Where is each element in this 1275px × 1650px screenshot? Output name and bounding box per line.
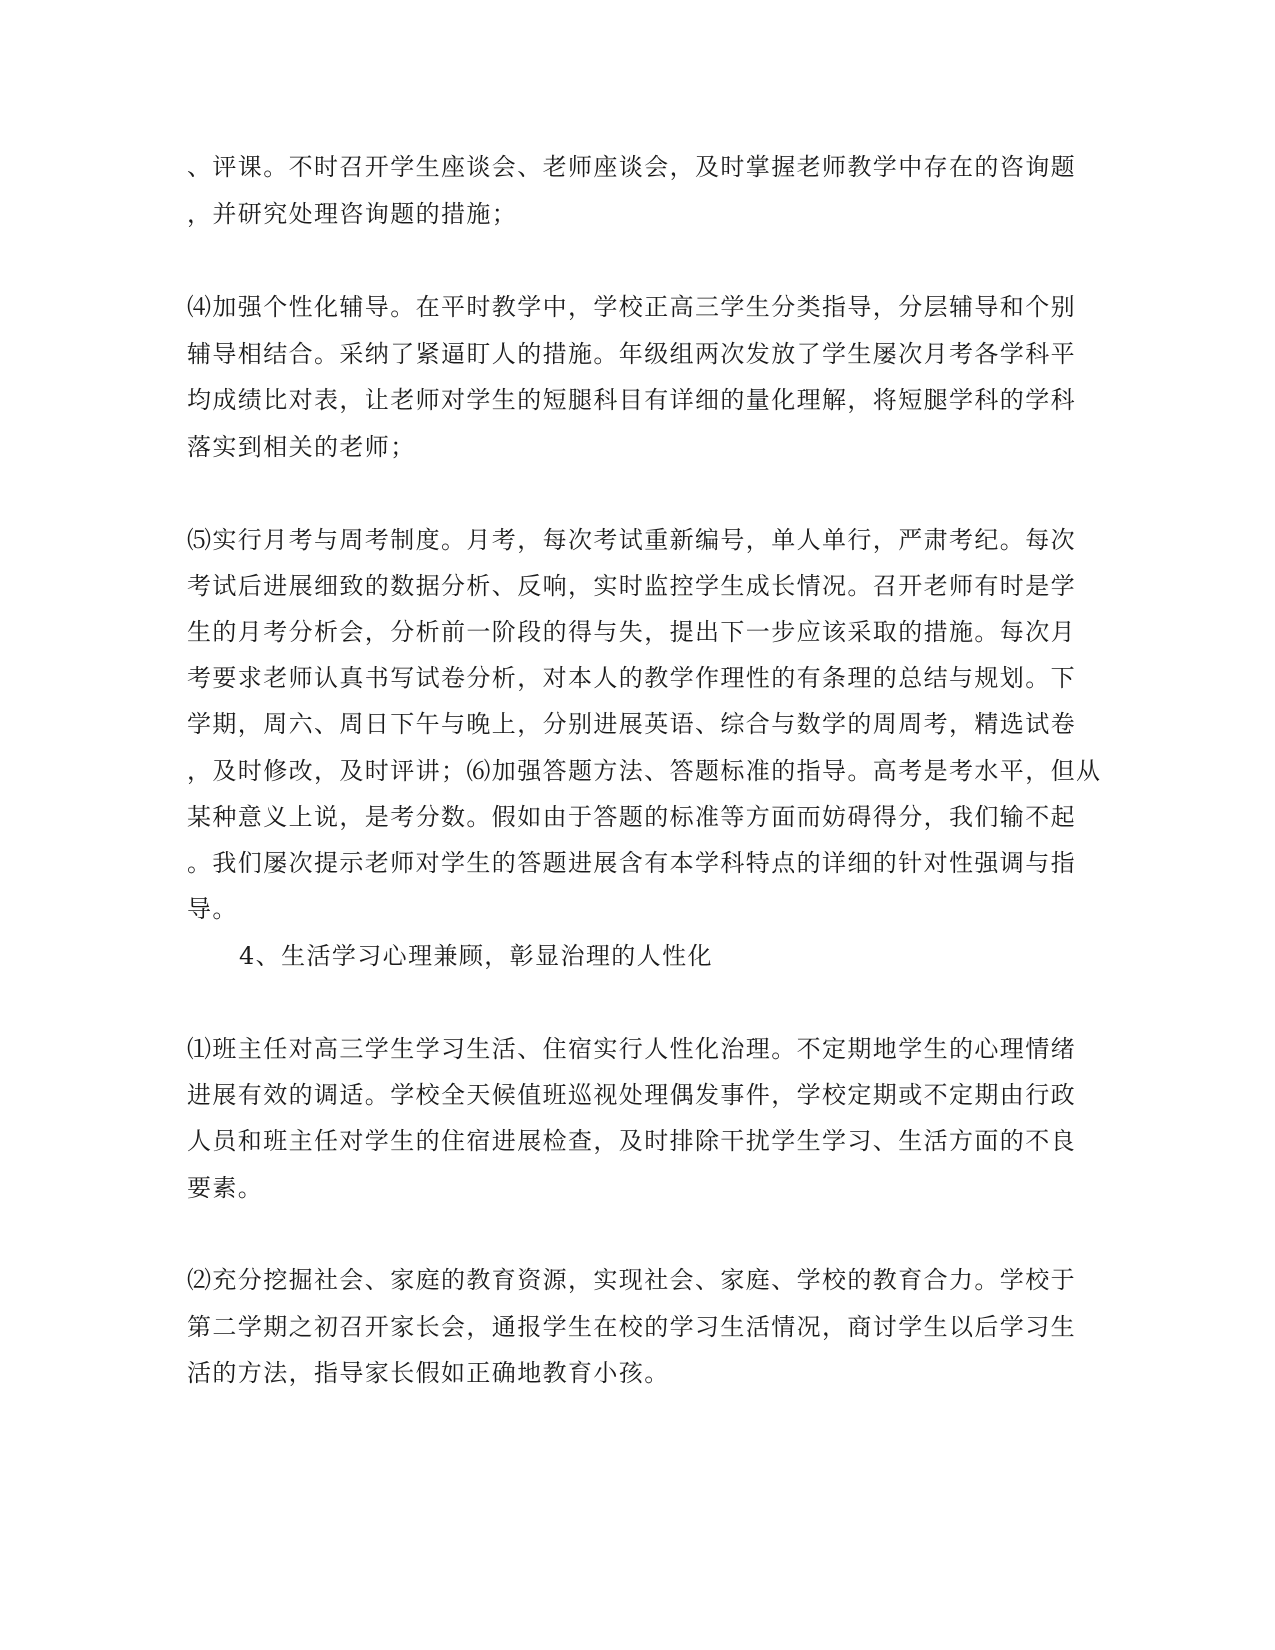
paragraph-line: ⑴班主任对高三学生学习生活、住宿实行人性化治理。不定期地学生的心理情绪 [187,1035,1076,1063]
paragraph-line: 考试后进展细致的数据分析、反响，实时监控学生成长情况。召开老师有时是学 [187,572,1076,600]
paragraph-line: ，及时修改，及时评讲；⑹加强答题方法、答题标准的指导。高考是考水平，但从 [187,757,1102,785]
paragraph-line: 进展有效的调适。学校全天候值班巡视处理偶发事件，学校定期或不定期由行政 [187,1081,1076,1109]
paragraph-line: 某种意义上说，是考分数。假如由于答题的标准等方面而妨碍得分，我们输不起 [187,803,1076,831]
paragraph-line: 第二学期之初召开家长会，通报学生在校的学习生活情况，商讨学生以后学习生 [187,1313,1076,1341]
paragraph-line: 生的月考分析会，分析前一阶段的得与失，提出下一步应该采取的措施。每次月 [187,618,1076,646]
paragraph-line: 活的方法，指导家长假如正确地教育小孩。 [187,1359,670,1387]
paragraph-line: 考要求老师认真书写试卷分析，对本人的教学作理性的有条理的总结与规划。下 [187,664,1076,692]
paragraph-line: 导。 [187,895,238,923]
paragraph-line: 辅导相结合。采纳了紧逼盯人的措施。年级组两次发放了学生屡次月考各学科平 [187,340,1076,368]
paragraph-line: ⑵充分挖掘社会、家庭的教育资源，实现社会、家庭、学校的教育合力。学校于 [187,1266,1076,1294]
paragraph-line: 要素。 [187,1174,264,1202]
paragraph-line: ，并研究处理咨询题的措施； [187,200,518,228]
paragraph-line: 、评课。不时召开学生座谈会、老师座谈会，及时掌握老师教学中存在的咨询题 [187,153,1076,181]
paragraph-line: ⑷加强个性化辅导。在平时教学中，学校正高三学生分类指导，分层辅导和个别 [187,293,1076,321]
paragraph-line: 人员和班主任对学生的住宿进展检查，及时排除干扰学生学习、生活方面的不良 [187,1127,1076,1155]
paragraph-line: 落实到相关的老师； [187,433,416,461]
paragraph-line: 均成绩比对表，让老师对学生的短腿科目有详细的量化理解，将短腿学科的学科 [187,386,1076,414]
paragraph-line: ⑸实行月考与周考制度。月考，每次考试重新编号，单人单行，严肃考纪。每次 [187,526,1076,554]
paragraph-line: 。我们屡次提示老师对学生的答题进展含有本学科特点的详细的针对性强调与指 [187,849,1076,877]
paragraph-line: 学期，周六、周日下午与晚上，分别进展英语、综合与数学的周周考，精选试卷 [187,710,1076,738]
section-heading: 4、生活学习心理兼顾，彰显治理的人性化 [239,942,713,970]
